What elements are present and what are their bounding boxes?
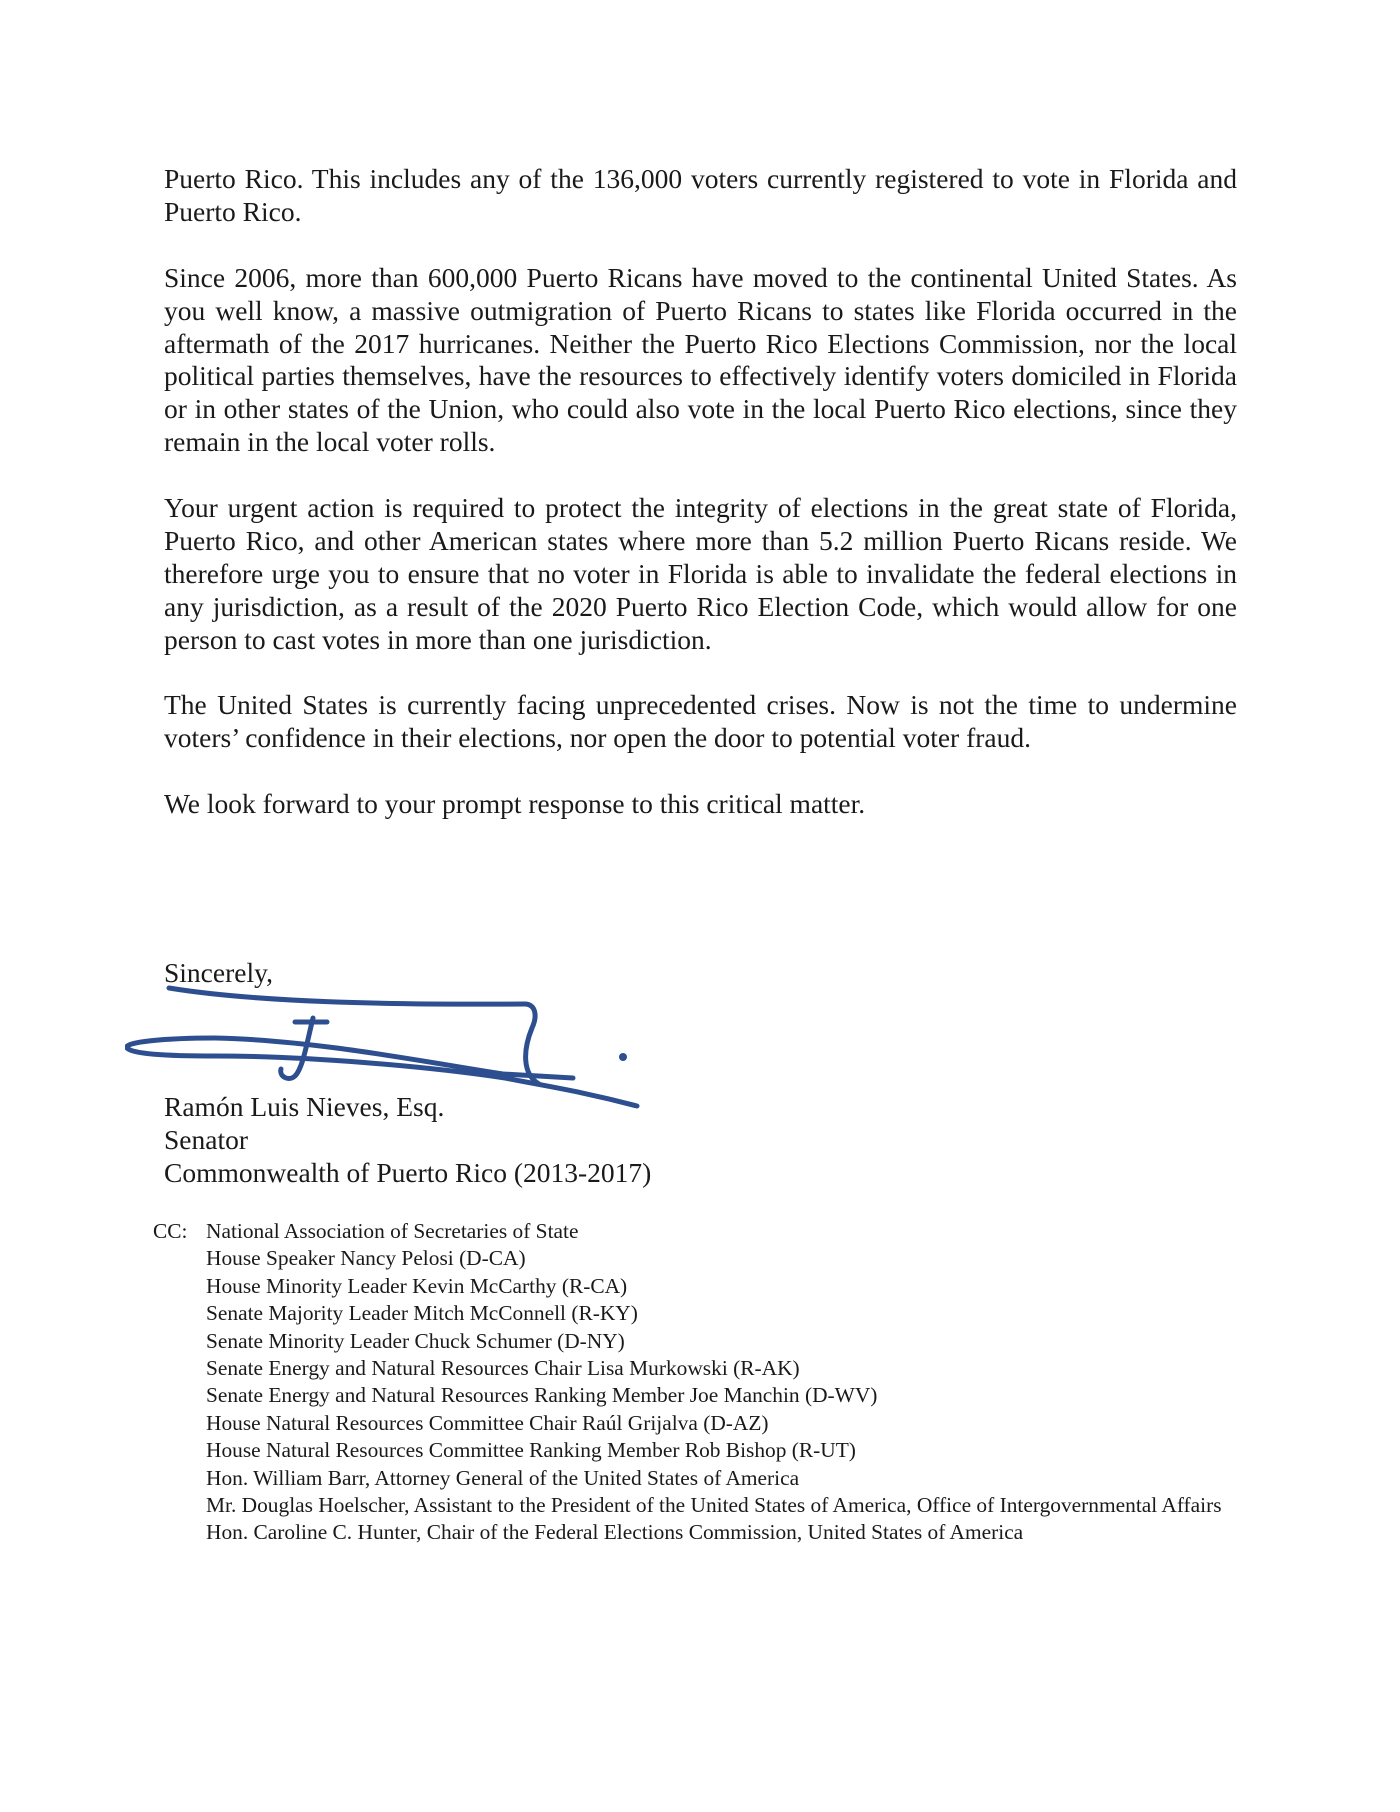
- cc-recipient: House Minority Leader Kevin McCarthy (R-CA): [206, 1273, 628, 1298]
- cc-recipient: National Association of Secretaries of State: [206, 1219, 579, 1243]
- paragraph-outmigration: Since 2006, more than 600,000 Puerto Ricans have moved to the continental United States. As you well know, a massive outmigration of Puerto Ricans to states like Florida occurred in the aftermath of the 2017 hurricanes. Neither the Puerto Rico Elections Commission, nor the local political parties themselves, have the resources to effectively identify voters domiciled in Florida or in other states of the Union, who could also vote in the local Puerto Rico elections, since they remain in the local voter rolls.: [164, 261, 1237, 458]
- closing-salutation: Sincerely,: [164, 957, 273, 988]
- signer-affiliation: Commonwealth of Puerto Rico (2013-2017): [164, 1157, 652, 1188]
- paragraph-voters-registered: Puerto Rico. This includes any of the 136,000 voters currently registered to vote in Florida and Puerto Rico.: [164, 163, 1237, 227]
- letter-body: [164, 163, 1237, 854]
- cc-recipient: Hon. William Barr, Attorney General of the United States of America: [206, 1465, 800, 1490]
- cc-recipient: House Natural Resources Committee Ranking Member Rob Bishop (R-UT): [206, 1438, 856, 1463]
- cc-recipient: Senate Minority Leader Chuck Schumer (D-NY): [206, 1328, 625, 1353]
- cc-recipient: Hon. Caroline C. Hunter, Chair of the Federal Elections Commission, United States of America: [206, 1520, 1024, 1545]
- cc-recipient: House Natural Resources Committee Chair Raúl Grijalva (D-AZ): [206, 1410, 769, 1435]
- handwritten-signature: [125, 970, 665, 1110]
- cc-recipient: Senate Energy and Natural Resources Ranking Member Joe Manchin (D-WV): [206, 1383, 878, 1408]
- cc-recipient: House Speaker Nancy Pelosi (D-CA): [206, 1246, 526, 1271]
- cc-label: CC:: [153, 1219, 188, 1243]
- paragraph-prompt-response: We look forward to your prompt response to this critical matter.: [164, 788, 866, 820]
- paragraph-crises: The United States is currently facing unprecedented crises. Now is not the time to undermine voters’ confidence in their elections, nor open the door to potential voter fraud.: [164, 689, 1237, 754]
- paragraph-urgent-action: Your urgent action is required to protect the integrity of elections in the great state of Florida, Puerto Rico, and other American states where more than 5.2 million Puerto Ricans reside. We therefore urge you to ensure that no voter in Florida is able to invalidate the federal elections in any jurisdiction, as a result of the 2020 Puerto Rico Election Code, which would allow for one person to cast votes in more than one jurisdiction.: [164, 492, 1237, 655]
- cc-recipient-list: [206, 1218, 1266, 1547]
- cc-recipient: Mr. Douglas Hoelscher, Assistant to the President of the United States of America, Office of Intergovernmental Affairs: [206, 1493, 1222, 1518]
- cc-recipient: Senate Energy and Natural Resources Chair Lisa Murkowski (R-AK): [206, 1356, 800, 1381]
- signer-title: Senator: [164, 1124, 249, 1155]
- signer-name: Ramón Luis Nieves, Esq.: [164, 1091, 445, 1122]
- cc-recipient: Senate Majority Leader Mitch McConnell (R-KY): [206, 1301, 638, 1326]
